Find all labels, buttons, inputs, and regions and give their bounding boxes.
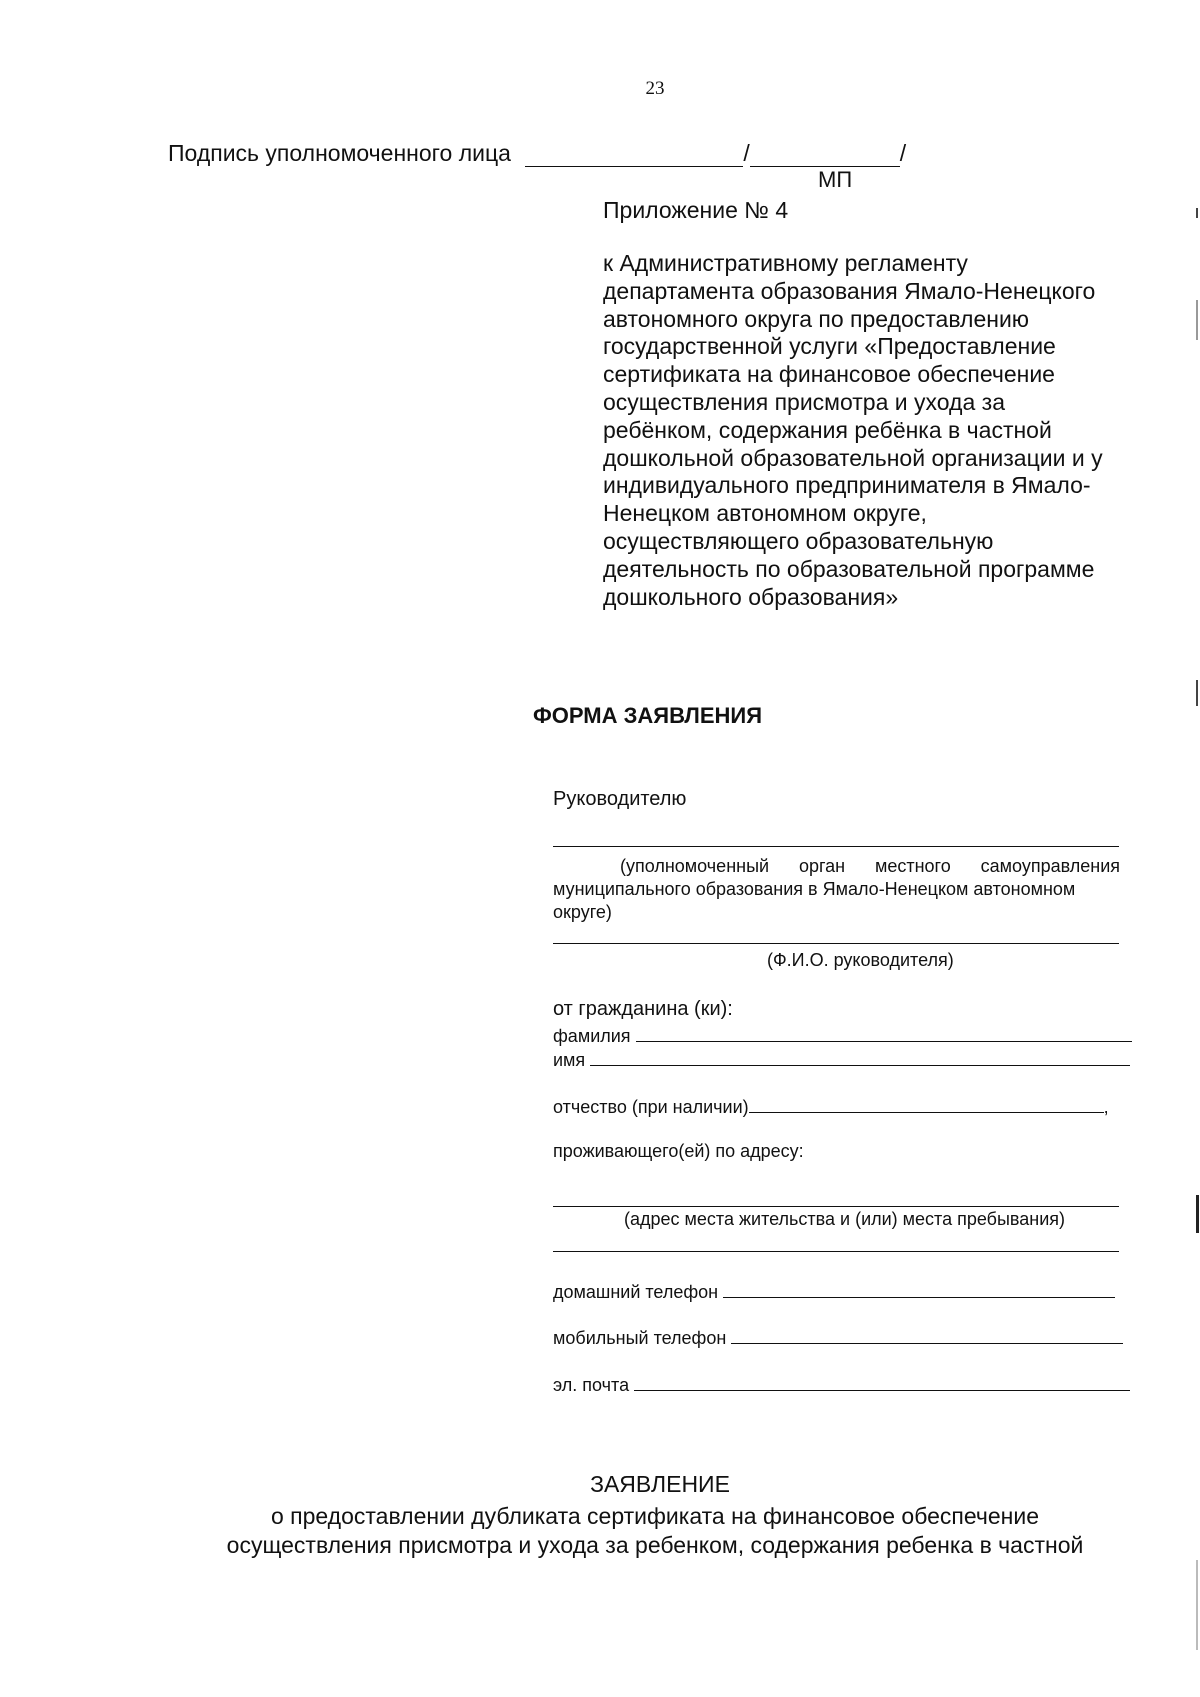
scan-edge-mark	[1196, 1195, 1199, 1233]
regulation-line: государственной услуги «Предоставление	[603, 333, 1056, 360]
statement-line: осуществления присмотра и ухода за ребенком, содержания ребенка в частной	[226, 1532, 1084, 1558]
regulation-line: ребёнком, содержания ребёнка в частной	[603, 416, 1052, 443]
form-title: ФОРМА ЗАЯВЛЕНИЯ	[533, 703, 763, 728]
regulation-line: осуществляющего образовательную	[603, 527, 994, 554]
regulation-line: индивидуального предпринимателя в Ямало-	[603, 472, 1091, 499]
regulation-line: к Административному регламенту	[603, 250, 968, 276]
name-label: имя	[553, 1050, 586, 1070]
scan-edge-mark	[1196, 208, 1198, 218]
regulation-line: автономного округа по предоставлению	[603, 305, 1030, 332]
signature-line	[168, 140, 906, 167]
signature-slash-1: /	[743, 140, 750, 166]
appendix-title: Приложение № 4	[603, 197, 789, 223]
mobile-phone-label: мобильный телефон	[553, 1328, 727, 1348]
email-row	[553, 1375, 1130, 1396]
signature-decryption-field[interactable]	[750, 146, 900, 167]
address-caption: (адрес места жительства и (или) места пребывания)	[624, 1209, 1066, 1229]
head-name-caption: (Ф.И.О. руководителя)	[767, 950, 954, 970]
stamp-label: МП	[818, 167, 853, 192]
signature-field[interactable]	[525, 146, 743, 167]
home-phone-label: домашний телефон	[553, 1282, 719, 1302]
patronymic-field[interactable]	[749, 1098, 1104, 1113]
from-citizen-label: от гражданина (ки):	[553, 998, 733, 1020]
residing-label: проживающего(ей) по адресу:	[553, 1141, 804, 1161]
mobile-phone-field[interactable]	[731, 1329, 1123, 1344]
scan-edge-mark	[1196, 1560, 1198, 1650]
authority-caption-line: округе)	[553, 902, 612, 922]
surname-row	[553, 1026, 1132, 1047]
signature-slash-2: /	[899, 140, 907, 166]
regulation-line: департамента образования Ямало-Ненецкого	[603, 277, 1096, 304]
mobile-phone-row	[553, 1328, 1123, 1349]
signature-label: Подпись уполномоченного лица	[168, 140, 511, 166]
surname-field[interactable]	[636, 1027, 1132, 1042]
regulation-reference	[603, 250, 1163, 611]
statement-title: ЗАЯВЛЕНИЕ	[590, 1471, 730, 1497]
regulation-line: дошкольной образовательной организации и у	[603, 444, 1103, 471]
statement-line: о предоставлении дубликата сертификата на финансовое обеспечение	[270, 1503, 1040, 1529]
authority-caption-line: (уполномоченный орган местного самоуправления	[620, 856, 1120, 876]
regulation-line: сертификата на финансовое обеспечение	[603, 361, 1055, 388]
home-phone-field[interactable]	[723, 1283, 1115, 1298]
regulation-line: деятельность по образовательной программе	[603, 555, 1095, 582]
regulation-line: дошкольного образования»	[603, 583, 899, 610]
page-number: 23	[645, 78, 665, 99]
scan-edge-mark	[1196, 680, 1198, 706]
patronymic-label: отчество (при наличии)	[553, 1097, 749, 1117]
authority-name-field[interactable]	[553, 846, 1119, 847]
email-label: эл. почта	[553, 1375, 630, 1395]
patronymic-comma: ,	[1103, 1097, 1109, 1117]
addressee-label: Руководителю	[553, 788, 687, 810]
scan-edge-mark	[1196, 300, 1198, 340]
regulation-line: осуществления присмотра и ухода за	[603, 388, 1005, 415]
home-phone-row	[553, 1282, 1115, 1303]
name-row	[553, 1050, 1130, 1071]
regulation-line: Ненецком автономном округе,	[603, 500, 927, 527]
address-field[interactable]	[553, 1206, 1119, 1207]
authority-caption-line: муниципального образования в Ямало-Ненецком автономном	[553, 879, 1076, 899]
surname-label: фамилия	[553, 1026, 631, 1046]
patronymic-row	[553, 1097, 1109, 1118]
head-name-field[interactable]	[553, 943, 1119, 944]
email-field[interactable]	[634, 1376, 1130, 1391]
name-field[interactable]	[590, 1051, 1130, 1066]
authority-caption	[553, 855, 1120, 924]
address-field-2[interactable]	[553, 1251, 1119, 1252]
